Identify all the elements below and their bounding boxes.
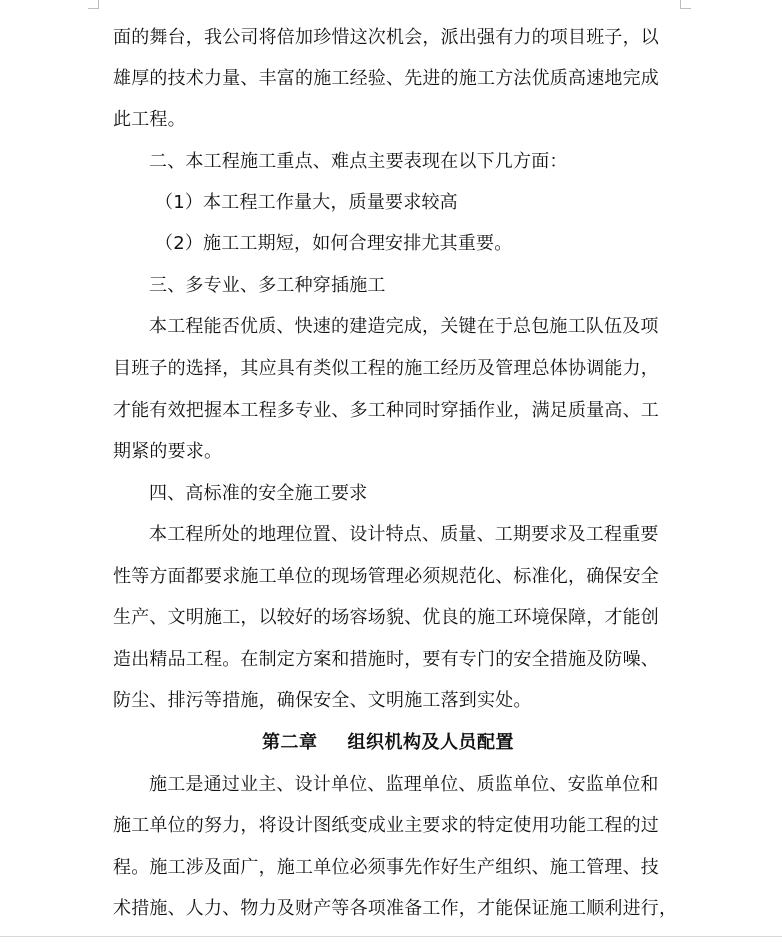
chapter-title: 组织机构及人员配置 <box>347 732 514 753</box>
body-line: 施工是通过业主、设计单位、监理单位、质监单位、安监单位和 <box>149 774 659 795</box>
section-heading-3: 三、多专业、多工种穿插施工 <box>149 275 386 296</box>
body-line: 本工程能否优质、快速的建造完成，关键在于总包施工队伍及项 <box>149 316 659 337</box>
top-left-margin-mark <box>88 0 99 9</box>
body-line: 造出精品工程。在制定方案和措施时，要有专门的安全措施及防噪、 <box>113 649 659 670</box>
body-line: 雄厚的技术力量、丰富的施工经验、先进的施工方法优质高速地完成 <box>113 68 659 89</box>
body-line: 防尘、排污等措施，确保安全、文明施工落到实处。 <box>113 690 532 711</box>
body-line: 目班子的选择，其应具有类似工程的施工经历及管理总体协调能力， <box>113 358 659 379</box>
body-line: 生产、文明施工，以较好的场容场貌、优良的施工环境保障，才能创 <box>113 607 659 628</box>
list-item: （1）本工程工作量大，质量要求较高 <box>155 192 458 213</box>
body-line: 期紧的要求。 <box>113 441 223 462</box>
section-heading-2: 二、本工程施工重点、难点主要表现在以下几方面： <box>149 151 568 172</box>
top-right-margin-mark <box>680 0 691 9</box>
body-line: 此工程。 <box>113 109 186 130</box>
body-line: 程。施工涉及面广，施工单位必须事先作好生产组织、施工管理、技 <box>113 857 659 878</box>
body-line: 术措施、人力、物力及财产等各项准备工作，才能保证施工顺利进行， <box>113 898 678 919</box>
chapter-number: 第二章 <box>262 732 318 753</box>
page-bottom-edge <box>0 936 782 937</box>
section-heading-4: 四、高标准的安全施工要求 <box>149 483 368 504</box>
chapter-heading <box>262 731 562 755</box>
body-line: 施工单位的努力，将设计图纸变成业主要求的特定使用功能工程的过 <box>113 815 659 836</box>
body-line: 面的舞台，我公司将倍加珍惜这次机会，派出强有力的项目班子，以 <box>113 27 659 48</box>
body-line: 性等方面都要求施工单位的现场管理必须规范化、标准化，确保安全 <box>113 566 659 587</box>
body-line: 本工程所处的地理位置、设计特点、质量、工期要求及工程重要 <box>149 524 659 545</box>
list-item: （2）施工工期短，如何合理安排尤其重要。 <box>155 233 513 254</box>
body-line: 才能有效把握本工程多专业、多工种同时穿插作业，满足质量高、工 <box>113 400 659 421</box>
